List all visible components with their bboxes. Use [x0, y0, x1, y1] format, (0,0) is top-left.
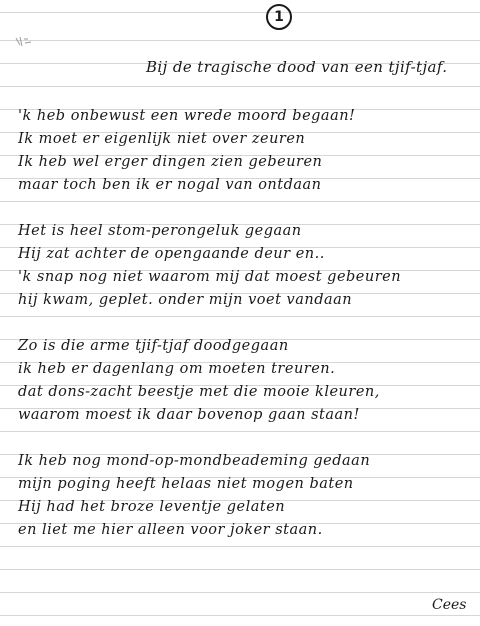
stanza-3	[18, 335, 473, 427]
signature: Cees	[432, 597, 467, 613]
poem-line: Ik heb wel erger dingen zien gebeuren	[18, 154, 323, 170]
pencil-scribble-mark	[14, 34, 34, 48]
poem-line: Hij zat achter de opengaande deur en..	[18, 246, 325, 262]
poem-line: Het is heel stom-perongeluk gegaan	[18, 223, 302, 239]
page-number: 1	[266, 4, 292, 30]
stanza-2	[18, 220, 473, 312]
poem-line: en liet me hier alleen voor joker staan.	[18, 522, 323, 538]
poem-line: dat dons-zacht beestje met die mooie kleuren,	[18, 384, 380, 400]
poem-line: waarom moest ik daar bovenop gaan staan!	[18, 407, 360, 423]
poem-title: Bij de tragische dood van een tjif-tjaf.	[146, 58, 448, 76]
poem-line: maar toch ben ik er nogal van ontdaan	[18, 177, 322, 193]
poem-body	[18, 105, 473, 565]
poem-line: Hij had het broze leventje gelaten	[18, 499, 286, 515]
poem-line: Ik heb nog mond-op-mondbeademing gedaan	[18, 453, 371, 469]
poem-line: ik heb er dagenlang om moeten treuren.	[18, 361, 336, 377]
poem-line: Zo is die arme tjif-tjaf doodgegaan	[18, 338, 289, 354]
poem-line: 'k heb onbewust een wrede moord begaan!	[18, 108, 356, 124]
poem-line: 'k snap nog niet waarom mij dat moest gebeuren	[18, 269, 402, 285]
poem-line: Ik moet er eigenlijk niet over zeuren	[18, 131, 306, 147]
stanza-1	[18, 105, 473, 197]
poem-line: mijn poging heeft helaas niet mogen baten	[18, 476, 354, 492]
poem-line: hij kwam, geplet. onder mijn voet vandaan	[18, 292, 353, 308]
stanza-4	[18, 450, 473, 542]
